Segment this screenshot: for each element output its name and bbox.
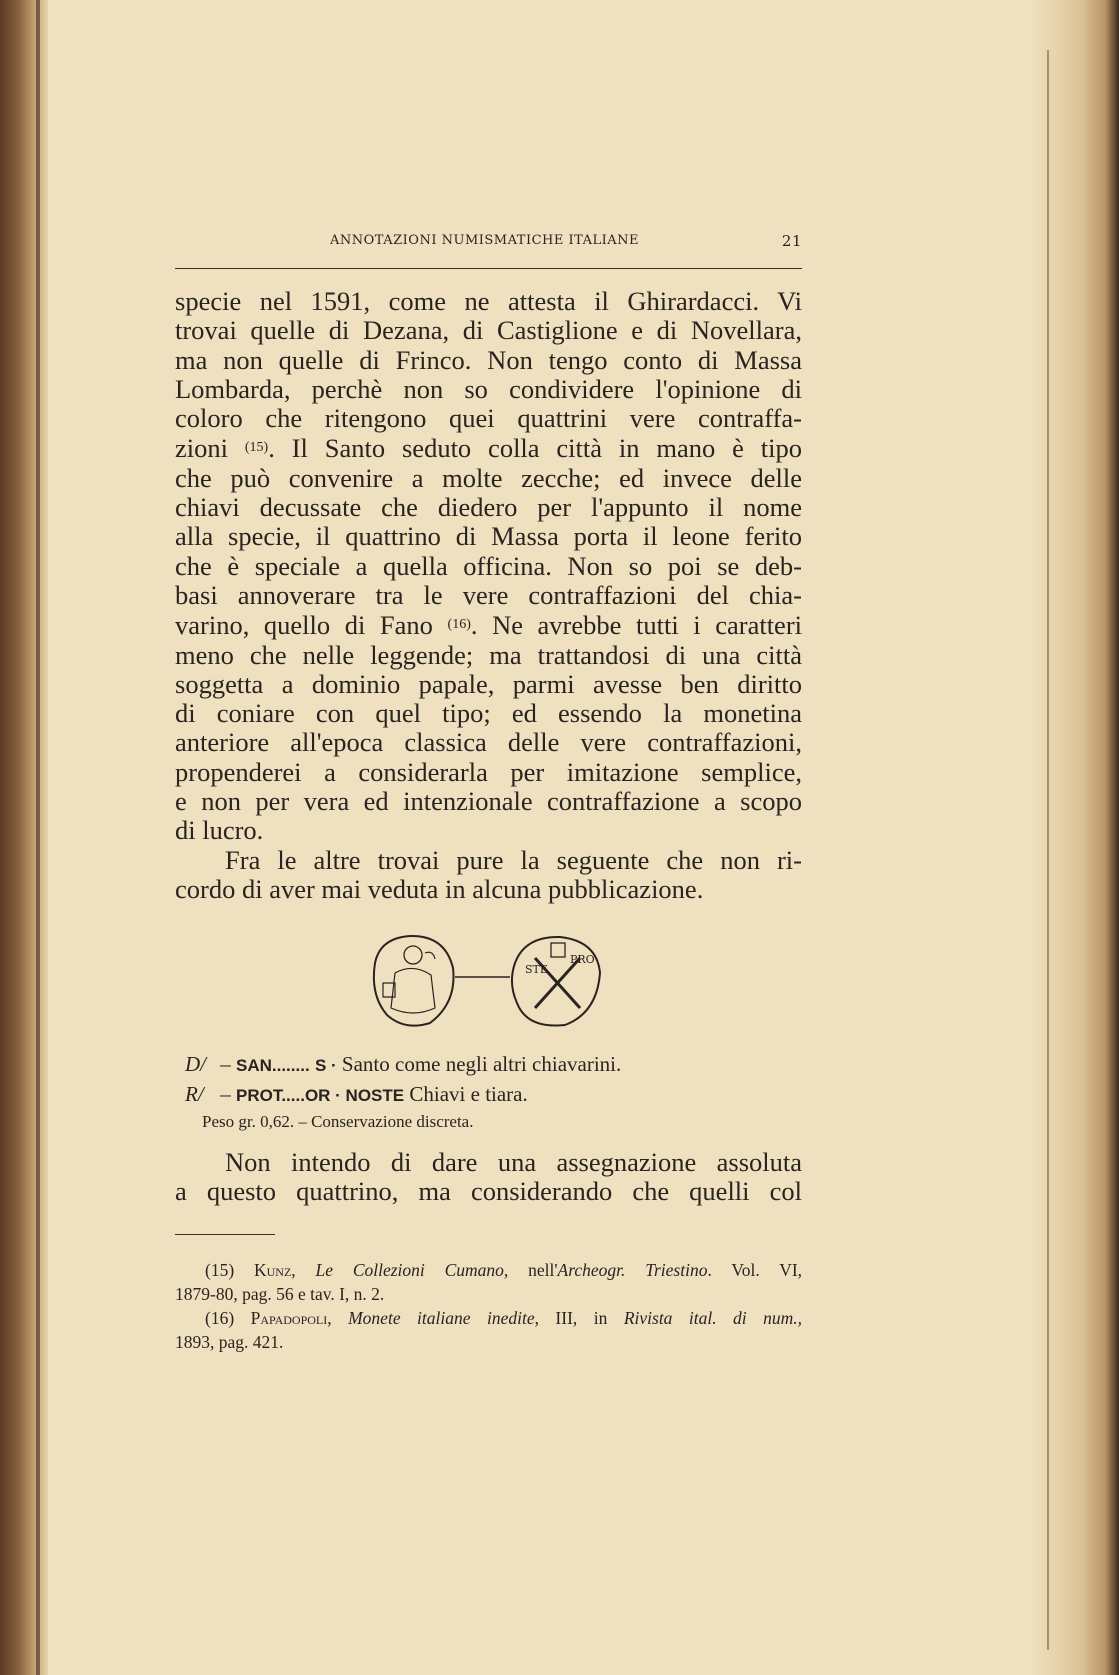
coin-weight: Peso gr. 0,62. – Conservazione discreta.	[202, 1112, 474, 1131]
header-title: ANNOTAZIONI NUMISMATICHE ITALIANE	[330, 233, 639, 248]
text-line: Non intendo di dare una assegnazione assoluta	[225, 1147, 802, 1177]
footnote-ref-16: (16)	[447, 617, 471, 633]
coin-description	[185, 1050, 621, 1134]
footnote-ref-15: (15)	[244, 440, 269, 456]
text: . Ne avrebbe tutti i caratteri	[470, 610, 803, 641]
obverse-legend-end: S ·	[314, 1056, 337, 1075]
text-line: meno che nelle leggende; ma trattandosi di una città	[175, 639, 802, 670]
text-line: Fra le altre trovai pure la seguente che non ri-	[225, 844, 802, 875]
fn-journal: Rivista ital. di num.,	[623, 1308, 803, 1328]
text-line: di lucro.	[175, 815, 264, 846]
footnote-16-cont: 1893, pag. 421.	[175, 1332, 284, 1352]
svg-text:PRO: PRO	[570, 953, 595, 966]
text: varino, quello di Fano	[175, 610, 433, 641]
text-line: alla specie, il quattrino di Massa porta il leone ferito	[175, 521, 802, 552]
obverse-line	[185, 1050, 621, 1080]
text-line: che può convenire a molte zecche; ed invece delle	[175, 462, 802, 493]
fn-num: (16)	[205, 1308, 235, 1328]
footnote-16: (16) Papadopoli, Monete italiane inedite, III, in Rivista ital. di num.,	[205, 1308, 803, 1328]
fn-title: Monete italiane inedite	[348, 1308, 535, 1328]
page-number: 21	[781, 232, 802, 250]
coin-illustration	[365, 933, 625, 1033]
dash: –	[220, 1052, 231, 1076]
fn-author: Papadopoli	[250, 1308, 328, 1328]
footnote-rule	[175, 1234, 275, 1235]
footnote-15-cont: 1879-80, pag. 56 e tav. I, n. 2.	[175, 1284, 385, 1304]
text-line: cordo di aver mai veduta in alcuna pubblicazione.	[175, 873, 704, 904]
fn-text: . Vol. VI,	[707, 1260, 803, 1280]
text-line: Lombarda, perchè non so condividere l'opinione di	[175, 373, 802, 404]
text-line: coloro che ritengono quei quattrini vere contraffa-	[175, 403, 802, 434]
fn-journal: Archeogr. Triestino	[557, 1260, 708, 1280]
text-line: di coniare con quel tipo; ed essendo la monetina	[175, 698, 802, 729]
footnotes	[175, 1258, 802, 1354]
fn-text: nell'	[528, 1260, 558, 1280]
body-text-continued	[175, 1148, 802, 1207]
text-line: trovai quelle di Dezana, di Castiglione e di Novellara,	[175, 315, 802, 346]
header-rule	[175, 268, 802, 269]
fn-title: Le Collezioni Cumano,	[315, 1260, 509, 1280]
fn-author: Kunz	[253, 1260, 292, 1280]
footnote-15: (15) Kunz, Le Collezioni Cumano, nell'Archeogr. Triestino. Vol. VI,	[205, 1260, 803, 1280]
reverse-description: Chiavi e tiara.	[409, 1082, 528, 1106]
obverse-description: Santo come negli altri chiavarini.	[341, 1052, 622, 1076]
obverse-legend: SAN........	[236, 1056, 310, 1075]
book-gutter	[0, 0, 48, 1675]
coin-reverse	[512, 937, 600, 1026]
text-line: anteriore all'epoca classica delle vere contraffazioni,	[175, 727, 802, 758]
text-line: basi annoverare tra le vere contraffazioni del chia-	[175, 579, 802, 610]
text-line: soggetta a dominio papale, parmi avesse ben diritto	[175, 668, 802, 699]
fn-text: , III, in	[534, 1308, 608, 1328]
text-line: chiavi decussate che diedero per l'appunto il nome	[175, 492, 802, 523]
page-edge-line	[1047, 50, 1049, 1650]
text-line	[175, 433, 802, 463]
text-line: a questo quattrino, ma considerando che quelli col	[175, 1176, 802, 1207]
obverse-symbol: D/	[185, 1052, 206, 1076]
gutter-shadow	[36, 0, 40, 1675]
coin-obverse	[374, 936, 454, 1026]
body-text	[175, 287, 802, 904]
text-line	[175, 610, 802, 640]
page-edge	[1029, 0, 1119, 1675]
reverse-symbol: R/	[185, 1082, 204, 1106]
fn-num: (15)	[205, 1260, 235, 1280]
reverse-line	[185, 1080, 621, 1110]
text-line: che è speciale a quella officina. Non so poi se deb-	[175, 550, 802, 581]
text: . Il Santo seduto colla città in mano è tipo	[268, 433, 802, 464]
text: zioni	[175, 433, 228, 464]
dash: –	[220, 1082, 231, 1106]
svg-text:STE: STE	[525, 963, 548, 976]
text-line: propenderei a considerarla per imitazione semplice,	[175, 756, 802, 787]
text-line: ma non quelle di Frinco. Non tengo conto di Massa	[175, 344, 802, 375]
text-line: specie nel 1591, come ne attesta il Ghirardacci. Vi	[175, 286, 802, 316]
reverse-legend: PROT.....OR · NOSTE	[236, 1086, 405, 1105]
text-line: e non per vera ed intenzionale contraffazione a scopo	[175, 786, 802, 817]
